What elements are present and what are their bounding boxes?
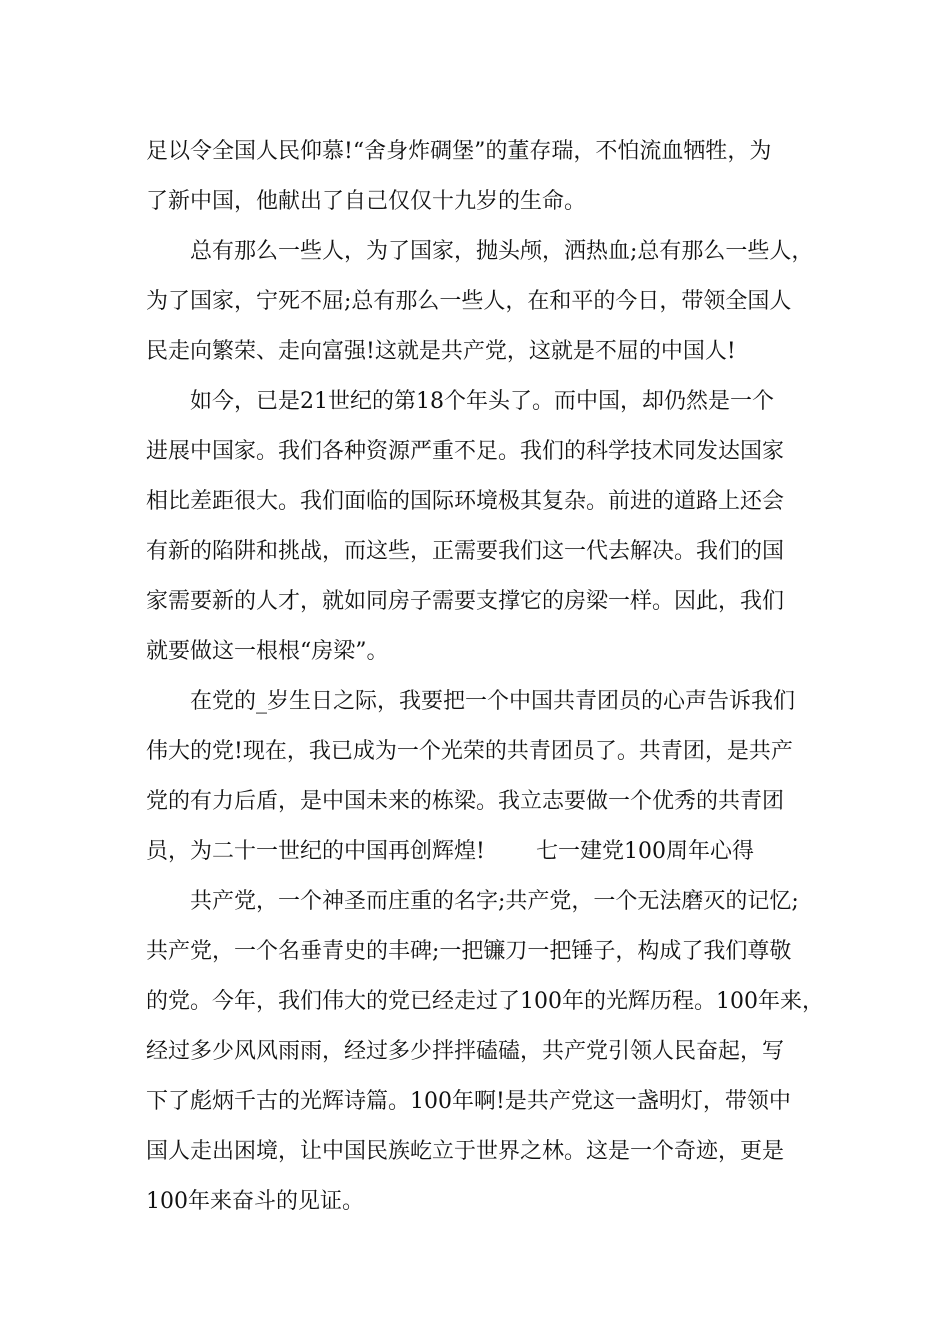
paragraph-line: 的党。今年，我们伟大的党已经走过了100年的光辉历程。100年来， bbox=[146, 989, 824, 1014]
paragraph-line: 有新的陷阱和挑战，而这些，正需要我们这一代去解决。我们的国 bbox=[146, 539, 785, 564]
paragraph-line: 在党的_岁生日之际，我要把一个中国共青团员的心声告诉我们 bbox=[190, 689, 796, 714]
section-title: 七一建党100周年心得 bbox=[536, 839, 754, 864]
paragraph-line: 伟大的党!现在，我已成为一个光荣的共青团员了。共青团，是共产 bbox=[146, 739, 793, 764]
paragraph-line: 国人走出困境，让中国民族屹立于世界之林。这是一个奇迹，更是 bbox=[146, 1139, 785, 1164]
paragraph-line: 总有那么一些人，为了国家，抛头颅，洒热血;总有那么一些人， bbox=[190, 239, 814, 264]
paragraph-line: 如今，已是21世纪的第18个年头了。而中国，却仍然是一个 bbox=[190, 389, 774, 414]
paragraph-line: 共产党，一个名垂青史的丰碑;一把镰刀一把锤子，构成了我们尊敬 bbox=[146, 939, 792, 964]
paragraph-line: 民走向繁荣、走向富强!这就是共产党，这就是不屈的中国人! bbox=[146, 339, 736, 364]
paragraph-line: 下了彪炳千古的光辉诗篇。100年啊!是共产党这一盏明灯，带领中 bbox=[146, 1089, 791, 1114]
paragraph-line: 员，为二十一世纪的中国再创辉煌! bbox=[146, 839, 485, 864]
paragraph-line: 相比差距很大。我们面临的国际环境极其复杂。前进的道路上还会 bbox=[146, 489, 785, 514]
paragraph-line: 进展中国家。我们各种资源严重不足。我们的科学技术同发达国家 bbox=[146, 439, 785, 464]
paragraph-line: 共产党，一个神圣而庄重的名字;共产党，一个无法磨灭的记忆; bbox=[190, 889, 799, 914]
paragraph-line: 就要做这一根根“房梁”。 bbox=[146, 639, 389, 664]
paragraph-line: 家需要新的人才，就如同房子需要支撑它的房梁一样。因此，我们 bbox=[146, 589, 785, 614]
paragraph-line: 100年来奋斗的见证。 bbox=[146, 1189, 364, 1214]
paragraph-line: 党的有力后盾，是中国未来的栋梁。我立志要做一个优秀的共青团 bbox=[146, 789, 785, 814]
paragraph-line: 为了国家，宁死不屈;总有那么一些人，在和平的今日，带领全国人 bbox=[146, 289, 792, 314]
paragraph-line: 了新中国，他献出了自己仅仅十九岁的生命。 bbox=[146, 189, 587, 214]
paragraph-line: 足以令全国人民仰慕!“舍身炸碉堡”的董存瑞，不怕流血牺牲，为 bbox=[146, 139, 772, 164]
paragraph-line: 经过多少风风雨雨，经过多少拌拌磕磕，共产党引领人民奋起，写 bbox=[146, 1039, 785, 1064]
